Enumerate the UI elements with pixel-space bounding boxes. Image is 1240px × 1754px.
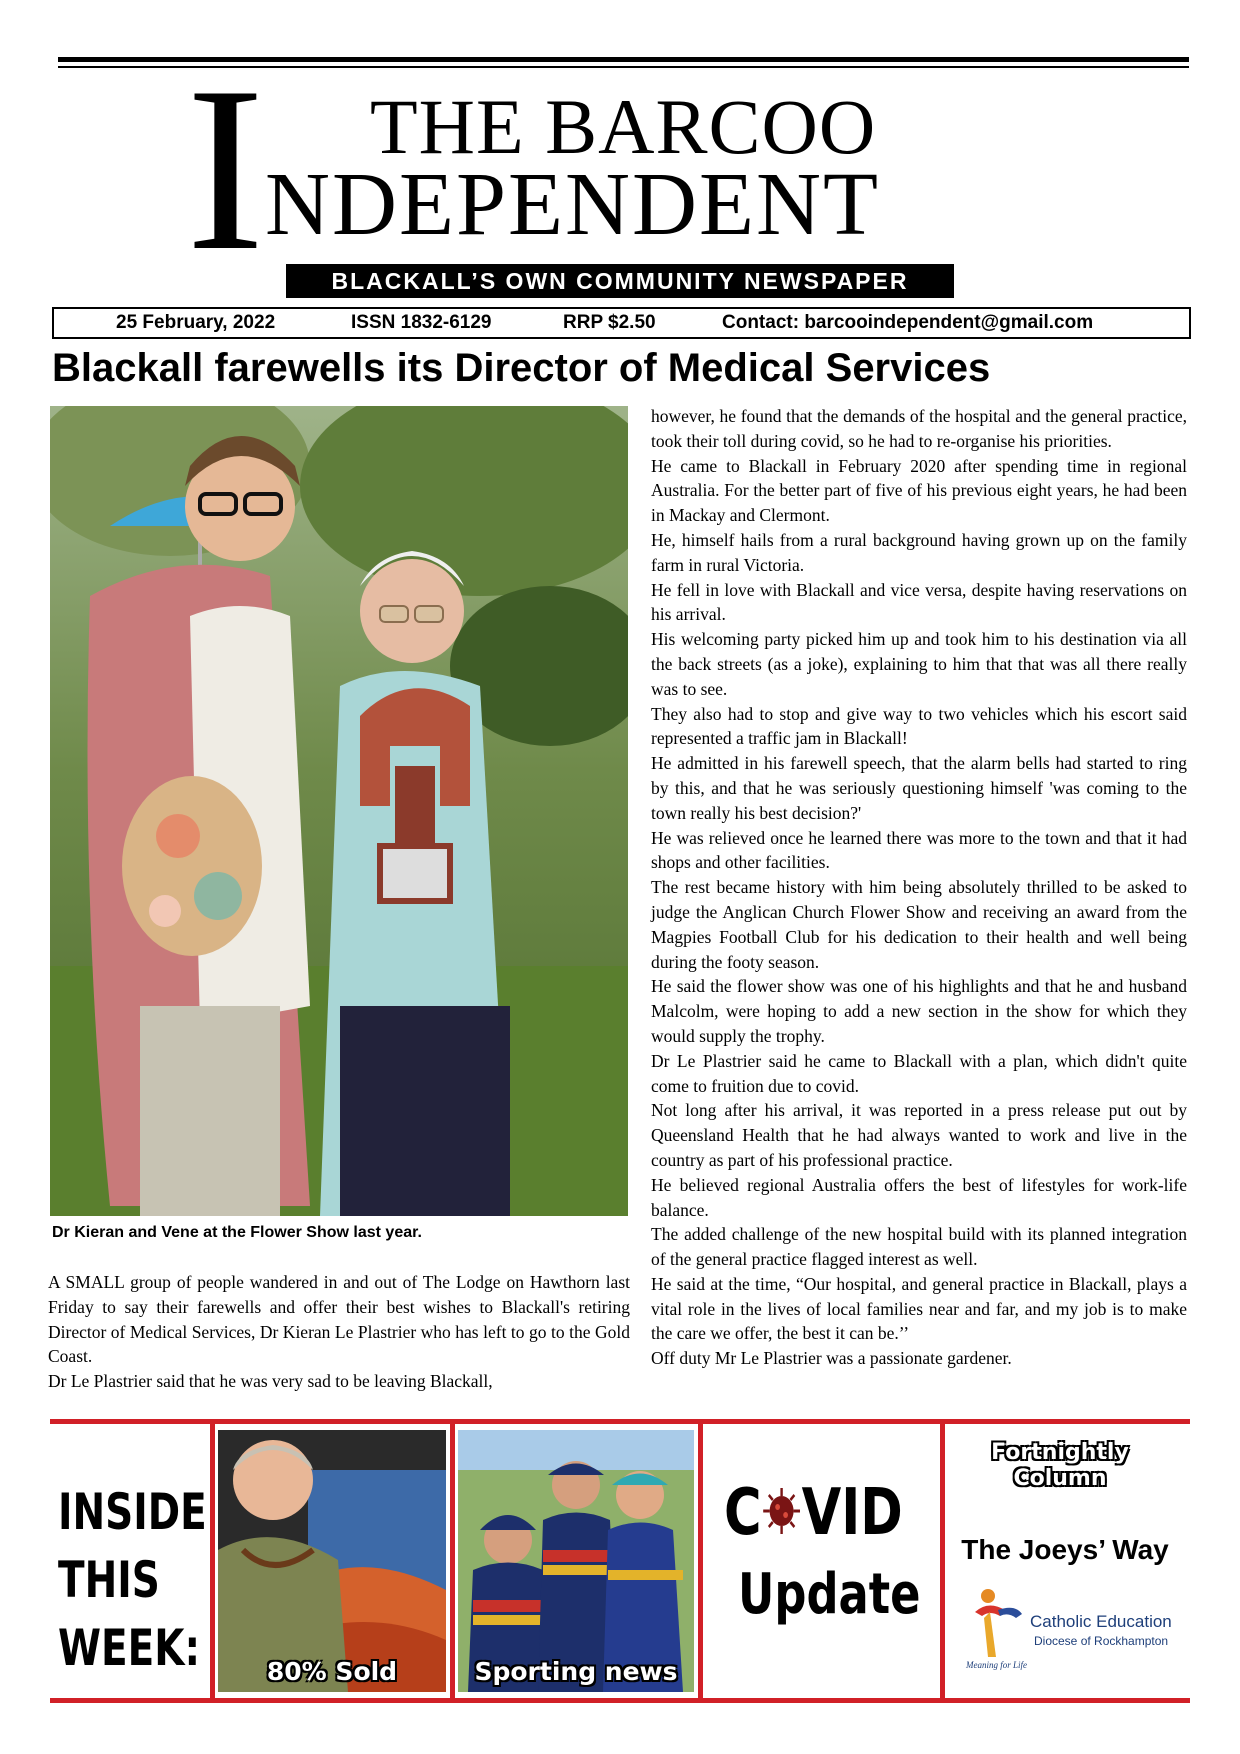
article-photo [50,406,628,1216]
inside-line: WEEK: [58,1619,201,1677]
article-headline: Blackall farewells its Director of Medical Services [52,346,991,390]
article-paragraph: The rest became history with him being absolutely thrilled to be asked to judge the Anglican Church Flower Show and receiving an award from the Magpies Football Club for his dedication to their health and well being during the footy season. [651,877,1187,972]
inside-line: THIS [58,1551,160,1609]
article-paragraph: He said the flower show was one of his highlights and that he and husband Malcolm, were hoping to add a new section in the show for which they would supply the trophy. [651,976,1187,1046]
issue-date: 25 February, 2022 [116,312,276,333]
fortnightly-column-label [950,1440,1170,1492]
inside-panel-art[interactable] [218,1430,446,1692]
article-paragraph: Not long after his arrival, it was reported in a press release put out by Queensland Health that he had always wanted to work and live in the country as part of his professional practice. [651,1100,1187,1170]
inside-top-rule [50,1419,1190,1424]
ce-diocese: Diocese of Rockhampton [1034,1634,1169,1648]
inside-line: INSIDE [58,1483,207,1541]
article-paragraph: Off duty Mr Le Plastrier was a passionate gardener. [651,1348,1012,1369]
covid-update-label: Update [738,1562,921,1627]
inside-panel-sport[interactable] [458,1430,694,1692]
issue-contact: Contact: barcooindependent@gmail.com [722,312,1094,333]
inside-divider [210,1424,215,1698]
photo-caption: Dr Kieran and Vene at the Flower Show last year. [52,1224,422,1241]
inside-divider [940,1424,945,1698]
article-paragraph: He was relieved once he learned there was more to the town and that it had shops and other facilities. [651,827,1187,873]
catholic-education-logo-icon [970,1582,1025,1662]
art-photo [218,1430,446,1692]
sport-photo [458,1430,694,1692]
article-paragraph: The added challenge of the new hospital build with its planned integration of the general practice flagged interest as well. [651,1224,1187,1270]
article-paragraph: however, he found that the demands of the hospital and the general practice, took their toll during covid, so he had to re-organise his priorities. [651,406,1187,451]
ce-name: Catholic Education [1030,1612,1172,1631]
article-paragraph: A SMALL group of people wandered in and out of The Lodge on Hawthorn last Friday to say their farewells and offer their best wishes to Blackall's retiring Director of Medical Services, Dr Kieran Le Plastrier who has left to go to the Gold Coast. [48,1272,630,1367]
panel-label: 80% Sold [266,1657,398,1686]
article-paragraph: He came to Blackall in February 2020 after spending time in regional Australia. For the better part of five of his previous eight years, he had been in Mackay and Clermont. [651,455,1187,526]
article-paragraph: His welcoming party picked him up and took him to his destination via all the back streets (as a joke), explaining to him that that was all there really was to see. [651,629,1187,699]
article-column-1 [48,1270,630,1394]
covid-letters: VID [801,1476,903,1550]
article-column-2 [651,404,1187,1371]
fortnightly-line: Column [1013,1466,1107,1491]
virus-icon [762,1480,802,1530]
masthead-line2: NDEPENDENT [265,155,880,254]
article-paragraph: They also had to stop and give way to two vehicles which his escort said represented a traffic jam in Blackall! [651,703,1187,749]
inside-bottom-rule [50,1698,1190,1703]
issue-price: RRP $2.50 [563,312,656,333]
inside-divider [450,1424,455,1698]
masthead-tagline: BLACKALL’S OWN COMMUNITY NEWSPAPER [286,264,954,298]
covid-title[interactable] [724,1478,903,1548]
masthead-big-letter: I [186,39,265,300]
fortnightly-line: Fortnightly [991,1440,1129,1465]
article-paragraph: Dr Le Plastrier said that he was very sad to be leaving Blackall, [48,1371,493,1392]
masthead-line1: THE BARCOO [370,83,877,170]
covid-letter-c: C [724,1476,762,1550]
panel-label: Sporting news [474,1657,678,1686]
ce-tagline: Meaning for Life [966,1660,1027,1670]
article-paragraph: He said at the time, “Our hospital, and general practice in Blackall, plays a vital role in the lives of local families near and far, and my job is to make the care we offer, the best it can be.’’ [651,1273,1187,1344]
joeys-way-title[interactable]: The Joeys’ Way [961,1534,1169,1565]
article-paragraph: He believed regional Australia offers the best of lifestyles for work-life balance. [651,1174,1187,1220]
issue-issn: ISSN 1832-6129 [351,312,492,333]
article-paragraph: He fell in love with Blackall and vice versa, despite having reservations on his arrival. [651,579,1187,625]
inside-this-week-heading [58,1478,207,1682]
inside-divider [698,1424,703,1698]
article-paragraph: Dr Le Plastrier said he came to Blackall with a plan, which didn't quite come to fruition due to covid. [651,1050,1187,1096]
article-paragraph: He admitted in his farewell speech, that the alarm bells had started to ring by this, and that he was seriously questioning himself 'was coming to the town really his best decision?' [651,753,1187,823]
article-paragraph: He, himself hails from a rural background having grown up on the family farm in rural Victoria. [651,529,1187,575]
issue-info-bar [52,307,1191,339]
